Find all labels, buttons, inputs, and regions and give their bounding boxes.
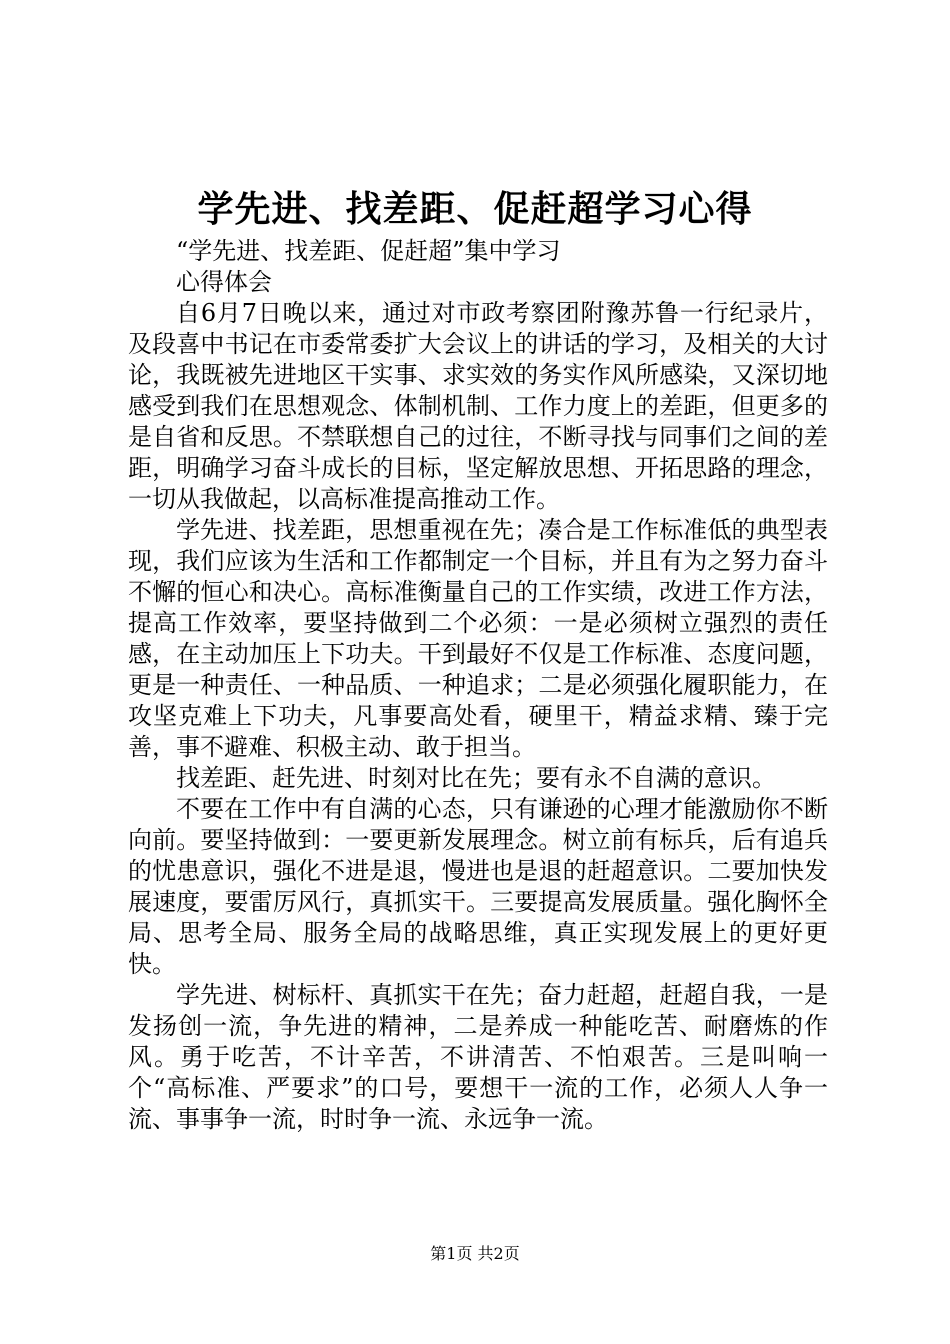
paragraph-2: 学先进、找差距，思想重视在先；凑合是工作标准低的典型表现，我们应该为生活和工作都制定一个目标，并且有为之努力奋斗不懈的恒心和决心。高标准衡量自己的工作实绩，改进工作方法，提高工作效率，要坚持做到二个必须：一是必须树立强烈的责任感，在主动加压上下功夫。干到最好不仅是工作标准、态度问题，更是一种责任、一种品质、一种追求；二是必须强化履职能力，在攻坚克难上下功夫，凡事要高处看，硬里干，精益求精、臻于完善，事不避难、积极主动、敢于担当。: [128, 516, 828, 761]
paragraph-3: 找差距、赶先进、时刻对比在先；要有永不自满的意识。: [176, 764, 776, 792]
paragraph-5: 学先进、树标杆、真抓实干在先；奋力赶超，赶超自我，一是发扬创一流，争先进的精神，二是养成一种能吃苦、耐磨炼的作风。勇于吃苦，不计辛苦，不讲清苦、不怕艰苦。三是叫响一个“高标准、严要求”的口号，要想干一流的工作，必须人人争一流、事事争一流，时时争一流、永远争一流。: [128, 981, 828, 1133]
subtitle-line-2: 心得体会: [176, 268, 272, 296]
subtitle-line-1: “学先进、找差距、促赶超”集中学习: [176, 237, 561, 265]
paragraph-4: 不要在工作中有自满的心态，只有谦逊的心理才能激励你不断向前。要坚持做到：一要更新发展理念。树立前有标兵，后有追兵的忧患意识，强化不进是退，慢进也是退的赶超意识。二要加快发展速度，要雷厉风行，真抓实干。三要提高发展质量。强化胸怀全局、思考全局、服务全局的战略思维，真正实现发展上的更好更快。: [128, 795, 828, 978]
paragraph-1: 自6月7日晚以来，通过对市政考察团附豫苏鲁一行纪录片，及段喜中书记在市委常委扩大会议上的讲话的学习，及相关的大讨论，我既被先进地区干实事、求实效的务实作风所感染，又深切地感受到我们在思想观念、体制机制、工作力度上的差距，但更多的是自省和反思。不禁联想自己的过往，不断寻找与同事们之间的差距，明确学习奋斗成长的目标，坚定解放思想、开拓思路的理念，一切从我做起，以高标准提高推动工作。: [128, 299, 828, 513]
document-body: [128, 236, 828, 1135]
page-indicator: 第1页 共2页: [430, 1244, 520, 1263]
document-title: 学先进、找差距、促赶超学习心得: [197, 188, 753, 230]
